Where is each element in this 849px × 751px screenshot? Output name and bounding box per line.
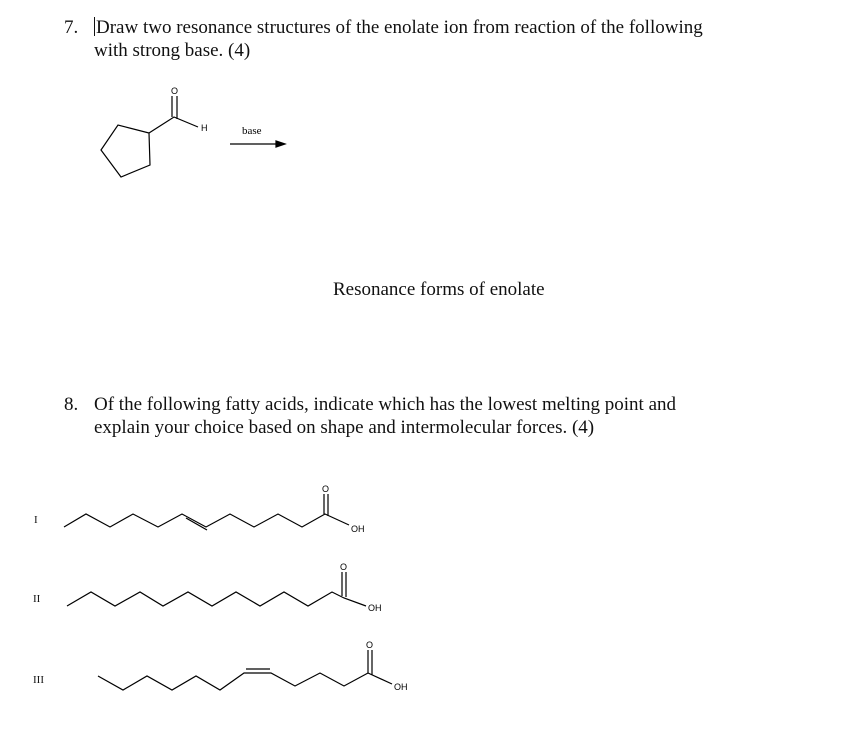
hydroxyl-group: OH — [351, 524, 365, 534]
question-line-2: explain your choice based on shape and intermolecular forces. (4) — [94, 417, 595, 438]
arrow-label: base — [242, 125, 262, 137]
oxygen-atom: O — [366, 640, 374, 650]
question-line-1: Draw two resonance structures of the enolate ion from reaction of the following — [96, 17, 703, 38]
hydrogen-atom: H — [201, 123, 208, 133]
question-line-1: Of the following fatty acids, indicate which has the lowest melting point and — [94, 394, 677, 415]
question-line-2: with strong base. (4) — [94, 40, 251, 61]
question-number: 8. — [64, 394, 79, 415]
acid-label-I: I — [34, 514, 38, 526]
oxygen-atom: O — [340, 562, 348, 572]
oxygen-atom: O — [171, 86, 179, 96]
acid-label-III: III — [33, 674, 44, 686]
carbon-chain — [98, 673, 392, 690]
resonance-forms-label: Resonance forms of enolate — [333, 279, 545, 300]
hydroxyl-group: OH — [394, 682, 408, 692]
acid-label-II: II — [33, 593, 41, 605]
hydroxyl-group: OH — [368, 603, 382, 613]
oxygen-atom: O — [322, 484, 330, 494]
question-number: 7. — [64, 17, 79, 38]
